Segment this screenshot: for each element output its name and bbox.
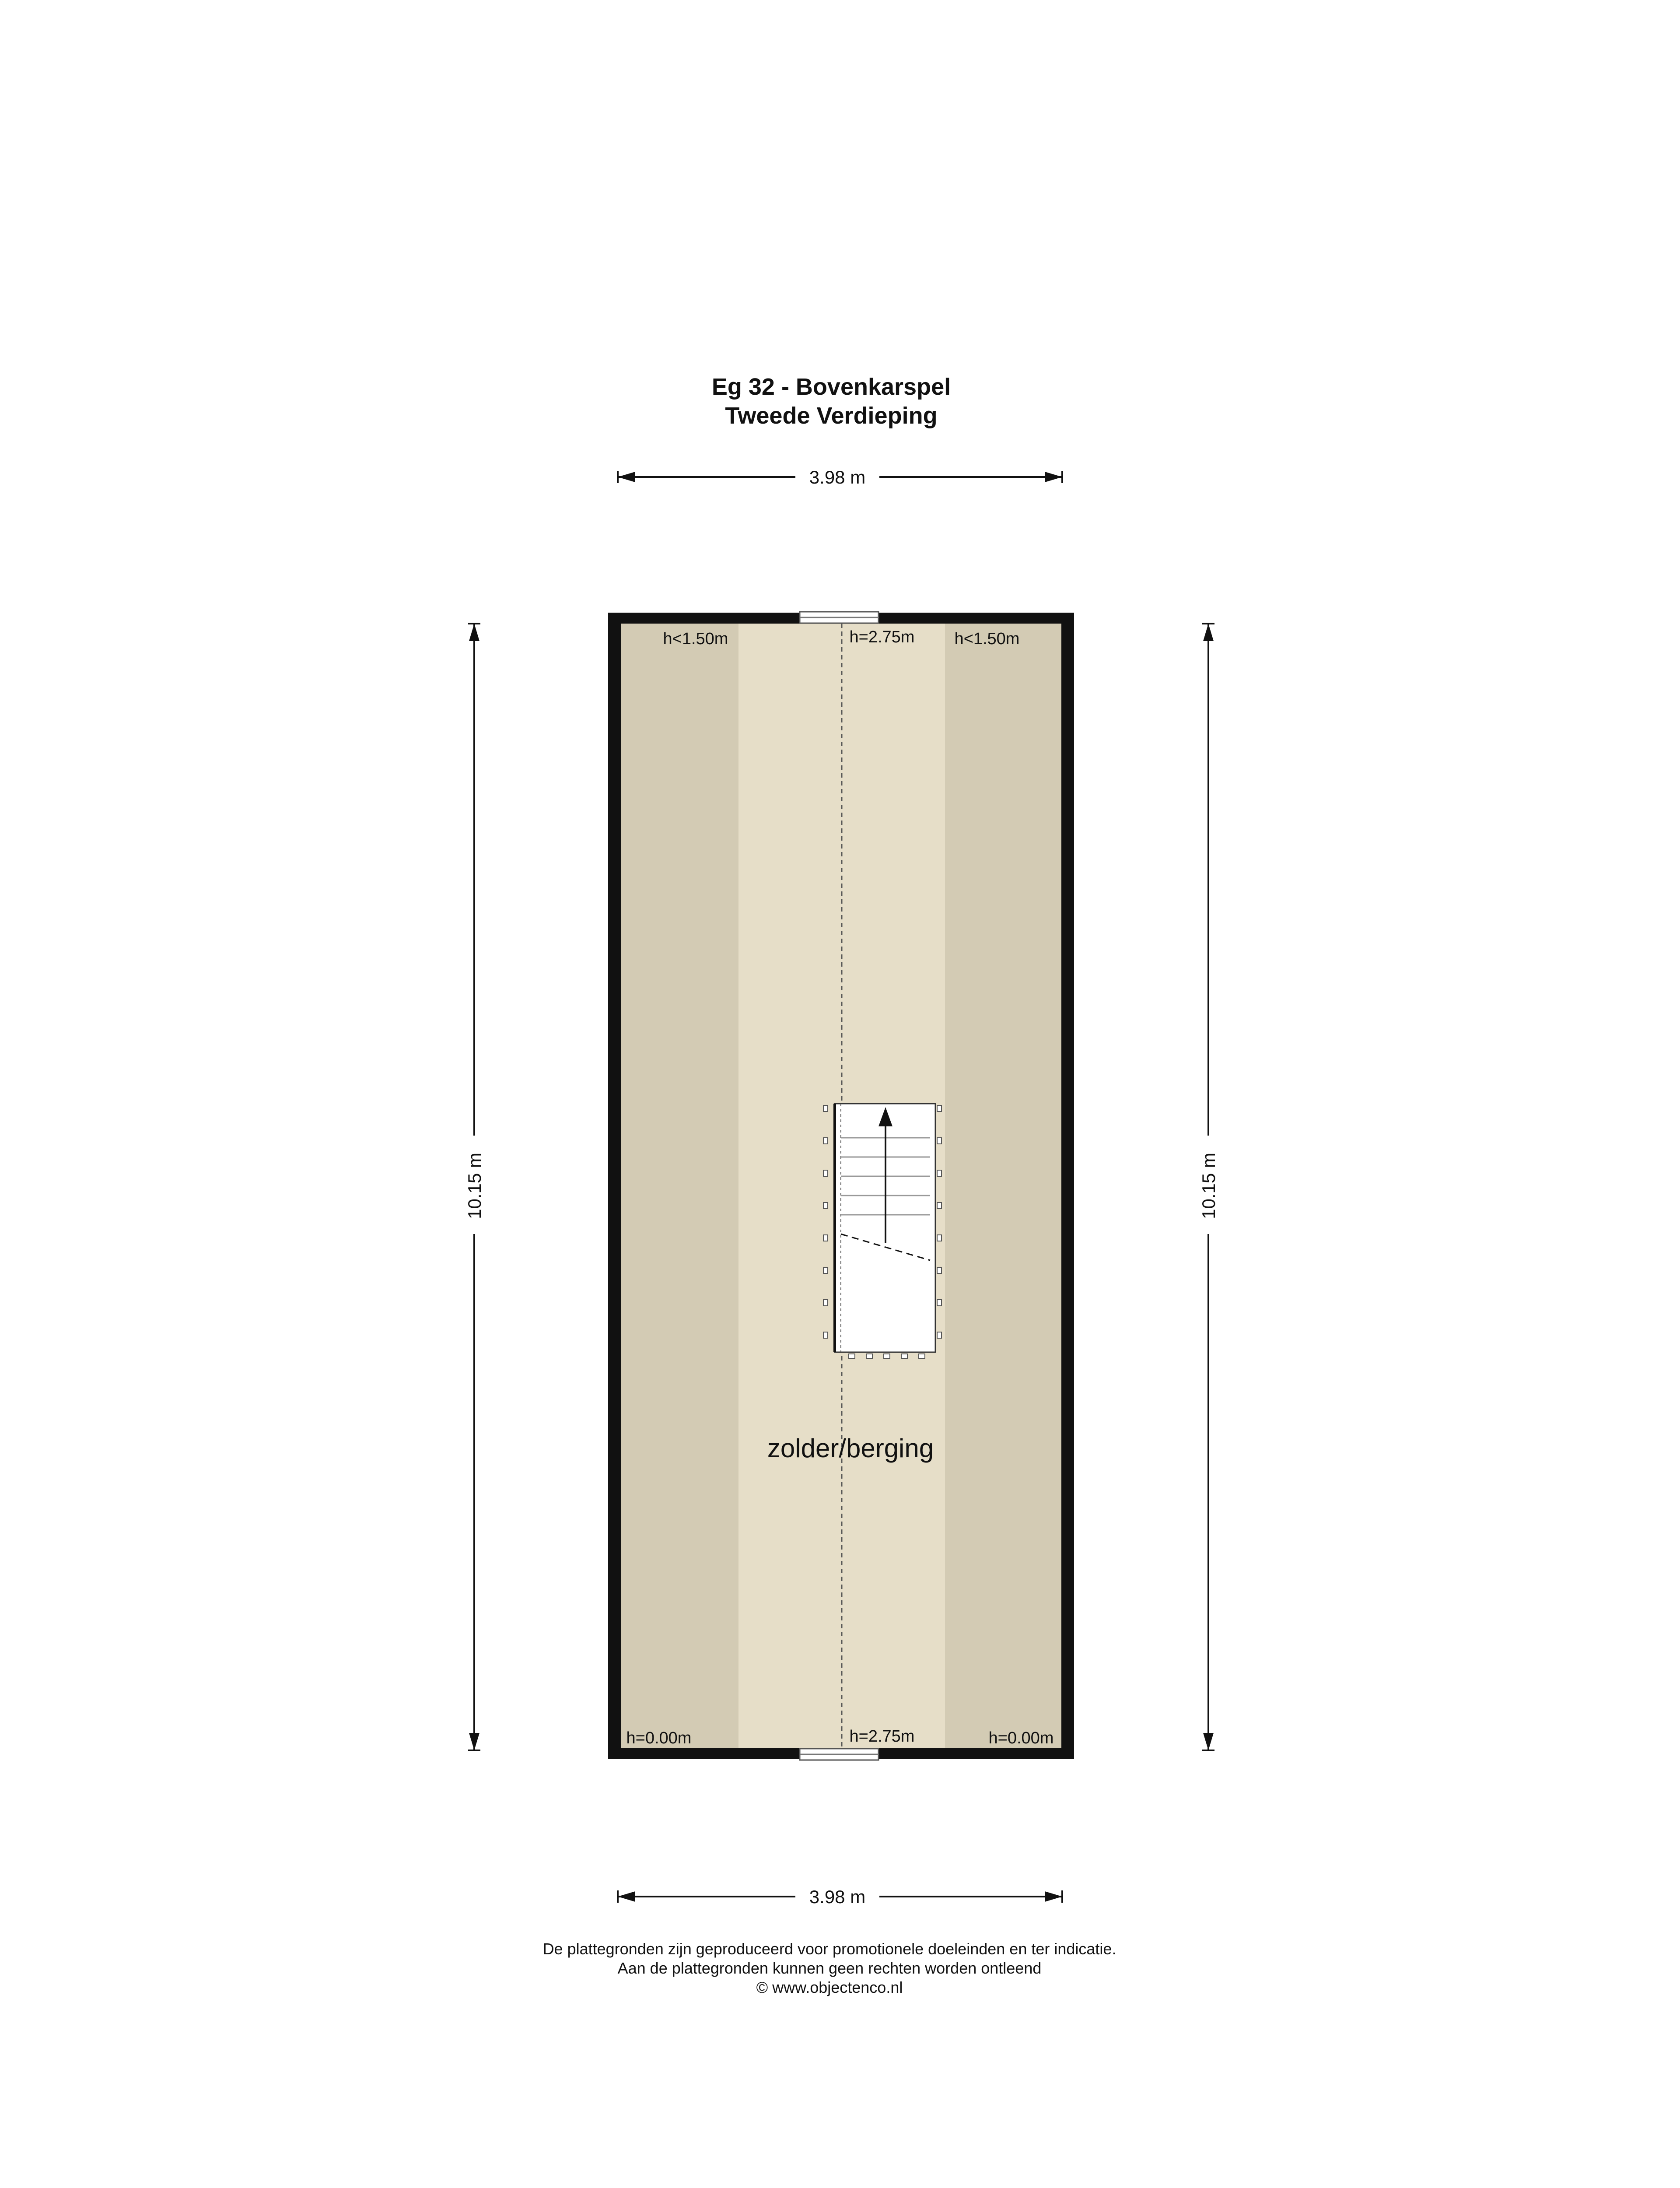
height-bottom-center: h=2.75m bbox=[849, 1727, 915, 1746]
bottom-window bbox=[800, 1749, 878, 1760]
disclaimer-line-1: De plattegronden zijn geproduceerd voor promotionele doeleinden en ter indicatie. bbox=[542, 1940, 1116, 1958]
copyright-line: © www.objectenco.nl bbox=[756, 1978, 903, 1996]
height-top-center: h=2.75m bbox=[849, 628, 915, 646]
bottom-width-dimension bbox=[618, 1886, 1062, 1907]
staircase bbox=[823, 1104, 942, 1358]
floor-name: Tweede Verdieping bbox=[725, 403, 938, 429]
height-bottom-left: h=0.00m bbox=[626, 1729, 692, 1747]
top-width-label: 3.98 m bbox=[809, 467, 866, 487]
height-top-left: h<1.50m bbox=[663, 630, 728, 648]
height-bottom-right: h=0.00m bbox=[988, 1729, 1054, 1747]
right-height-dimension bbox=[1198, 624, 1219, 1750]
right-height-label: 10.15 m bbox=[1198, 1153, 1219, 1219]
bottom-width-label: 3.98 m bbox=[809, 1886, 866, 1907]
left-height-dimension bbox=[464, 624, 485, 1750]
left-height-label: 10.15 m bbox=[464, 1153, 485, 1219]
plan-title: Eg 32 - Bovenkarspel bbox=[711, 374, 951, 400]
top-width-dimension bbox=[618, 467, 1062, 487]
disclaimer-line-2: Aan de plattegronden kunnen geen rechten worden ontleend bbox=[617, 1959, 1042, 1977]
height-top-right: h<1.50m bbox=[954, 630, 1020, 648]
attic-room bbox=[608, 612, 1074, 1760]
room-label: zolder/berging bbox=[767, 1434, 934, 1463]
top-window bbox=[800, 612, 878, 623]
